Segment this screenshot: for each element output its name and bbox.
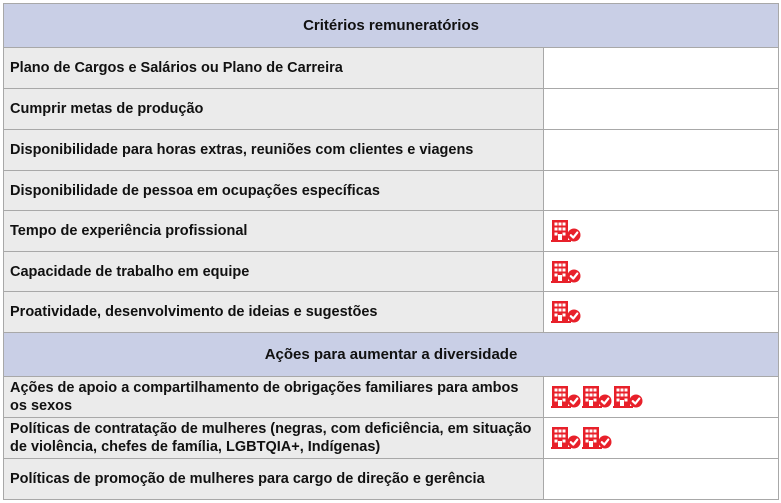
row-label: Ações de apoio a compartilhamento de obrigações familiares para ambos os sexos [4,377,544,418]
row-label: Disponibilidade para horas extras, reuniões com clientes e viagens [4,130,544,171]
criteria-table [3,3,779,500]
section-header-row [4,4,779,48]
row-label: Plano de Cargos e Salários ou Plano de Carreira [4,48,544,89]
building-check-icon [551,426,582,450]
row-label: Tempo de experiência profissional [4,211,544,252]
icon-group [551,219,778,243]
criteria-table-container [3,3,778,500]
table-row [4,48,779,89]
table-row [4,418,779,459]
row-label: Disponibilidade de pessoa em ocupações específicas [4,171,544,211]
icon-group [551,300,778,324]
section-header-row [4,333,779,377]
row-label: Políticas de promoção de mulheres para cargo de direção e gerência [4,459,544,500]
table-row [4,459,779,500]
section-title: Critérios remuneratórios [4,4,779,48]
building-check-icon [551,300,582,324]
table-row [4,171,779,211]
building-check-icon [551,385,582,409]
row-value-cell [544,89,779,130]
row-value-cell [544,418,779,459]
icon-group [551,426,778,450]
row-value-cell [544,377,779,418]
row-label: Políticas de contratação de mulheres (negras, com deficiência, em situação de violência, chefes de família, LGBTQIA+, Indígenas) [4,418,544,459]
building-check-icon [613,385,644,409]
row-value-cell [544,130,779,171]
table-row [4,89,779,130]
table-row [4,377,779,418]
row-value-cell [544,171,779,211]
building-check-icon [582,426,613,450]
table-row [4,130,779,171]
table-row [4,211,779,252]
row-label: Proatividade, desenvolvimento de ideias e sugestões [4,292,544,333]
section-title: Ações para aumentar a diversidade [4,333,779,377]
building-check-icon [582,385,613,409]
table-row [4,252,779,292]
building-check-icon [551,260,582,284]
row-value-cell [544,459,779,500]
icon-group [551,260,778,284]
row-label: Capacidade de trabalho em equipe [4,252,544,292]
icon-group [551,385,778,409]
row-value-cell [544,48,779,89]
table-row [4,292,779,333]
row-value-cell [544,292,779,333]
row-value-cell [544,252,779,292]
building-check-icon [551,219,582,243]
row-value-cell [544,211,779,252]
row-label: Cumprir metas de produção [4,89,544,130]
